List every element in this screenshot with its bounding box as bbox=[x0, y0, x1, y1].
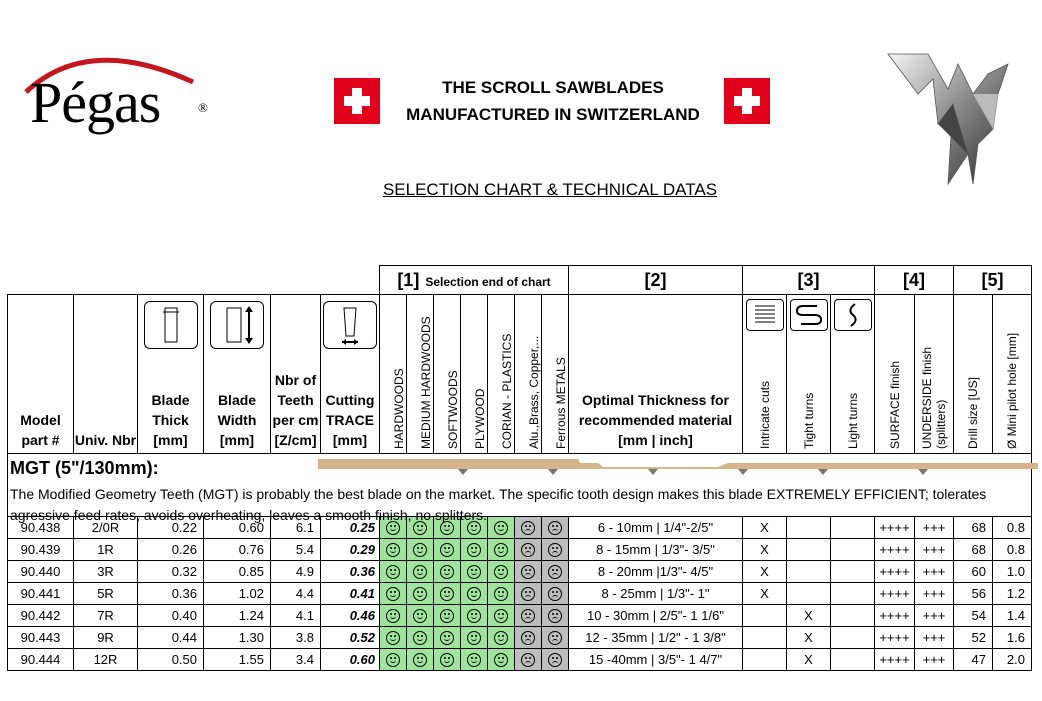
group-3-header: [3] bbox=[743, 266, 875, 295]
cell-model: 90.444 bbox=[8, 649, 74, 671]
col-mat-plywood bbox=[461, 295, 488, 454]
cell-model: 90.441 bbox=[8, 583, 74, 605]
cell-width: 0.76 bbox=[204, 539, 271, 561]
cell-material-rating bbox=[434, 605, 461, 627]
smiley-icon bbox=[440, 653, 454, 667]
cell-model: 90.440 bbox=[8, 561, 74, 583]
intricate-cuts-icon bbox=[746, 299, 784, 331]
cell-teeth: 4.9 bbox=[271, 561, 321, 583]
col-tight-label: Tight turns bbox=[801, 392, 816, 449]
column-header-row bbox=[8, 295, 1032, 454]
cell-tight: X bbox=[787, 605, 831, 627]
table-row bbox=[8, 605, 1032, 627]
frowny-icon bbox=[548, 653, 562, 667]
frowny-icon bbox=[548, 543, 562, 557]
cell-teeth: 5.4 bbox=[271, 539, 321, 561]
col-mat-corian bbox=[488, 295, 515, 454]
cell-pilot: 1.2 bbox=[993, 583, 1032, 605]
col-teeth-label: Nbr of Teeth per cm [Z/cm] bbox=[272, 372, 319, 448]
col-width bbox=[204, 295, 271, 454]
col-trace-label: Cutting TRACE [mm] bbox=[325, 392, 375, 448]
cell-teeth: 4.4 bbox=[271, 583, 321, 605]
group-4-header: [4] bbox=[875, 266, 954, 295]
frowny-icon bbox=[521, 565, 535, 579]
smiley-icon bbox=[413, 565, 427, 579]
smiley-icon bbox=[467, 631, 481, 645]
smiley-icon bbox=[440, 587, 454, 601]
cell-pilot: 0.8 bbox=[993, 517, 1032, 539]
cell-light bbox=[831, 605, 875, 627]
header-title-line2: MANUFACTURED IN SWITZERLAND bbox=[406, 105, 700, 124]
cell-tight bbox=[787, 539, 831, 561]
cell-material-rating bbox=[434, 561, 461, 583]
col-univ bbox=[74, 295, 138, 454]
section-title: MGT (5"/130mm): bbox=[10, 458, 159, 478]
cell-width: 1.02 bbox=[204, 583, 271, 605]
cell-drill: 68 bbox=[954, 539, 993, 561]
pegas-logo bbox=[18, 44, 218, 154]
smiley-icon bbox=[467, 609, 481, 623]
cell-optimal: 8 - 25mm | 1/3"- 1" bbox=[569, 583, 743, 605]
cell-model: 90.443 bbox=[8, 627, 74, 649]
group-1-note: Selection end of chart bbox=[425, 274, 551, 289]
smiley-icon bbox=[467, 521, 481, 535]
cell-model: 90.438 bbox=[8, 517, 74, 539]
col-optimal-label: Optimal Thickness for recommended material [mm | inch] bbox=[578, 392, 733, 448]
light-turns-icon bbox=[834, 299, 872, 331]
col-thick bbox=[138, 295, 204, 454]
cell-tight: X bbox=[787, 649, 831, 671]
cell-drill: 60 bbox=[954, 561, 993, 583]
col-tight bbox=[787, 295, 831, 454]
cell-drill: 68 bbox=[954, 517, 993, 539]
smiley-icon bbox=[494, 543, 508, 557]
smiley-icon bbox=[440, 609, 454, 623]
cell-drill: 47 bbox=[954, 649, 993, 671]
smiley-icon bbox=[494, 631, 508, 645]
logo-registered: ® bbox=[198, 100, 208, 115]
cell-material-rating bbox=[380, 627, 407, 649]
frowny-icon bbox=[548, 565, 562, 579]
table-row bbox=[8, 583, 1032, 605]
smiley-icon bbox=[386, 543, 400, 557]
cell-trace: 0.29 bbox=[321, 539, 380, 561]
cell-material-rating bbox=[542, 605, 569, 627]
cell-optimal: 12 - 35mm | 1/2" - 1 3/8" bbox=[569, 627, 743, 649]
cell-material-rating bbox=[542, 583, 569, 605]
cell-drill: 54 bbox=[954, 605, 993, 627]
smiley-icon bbox=[494, 587, 508, 601]
cell-optimal: 6 - 10mm | 1/4"-2/5" bbox=[569, 517, 743, 539]
cell-light bbox=[831, 627, 875, 649]
col-mat-plywood-label: PLYWOOD bbox=[473, 388, 487, 449]
cell-optimal: 8 - 15mm | 1/3"- 3/5" bbox=[569, 539, 743, 561]
cell-tight: X bbox=[787, 627, 831, 649]
smiley-icon bbox=[467, 543, 481, 557]
cell-drill: 52 bbox=[954, 627, 993, 649]
cell-material-rating bbox=[461, 583, 488, 605]
cell-light bbox=[831, 649, 875, 671]
frowny-icon bbox=[548, 587, 562, 601]
smiley-icon bbox=[386, 631, 400, 645]
cell-intricate: X bbox=[743, 561, 787, 583]
smiley-icon bbox=[386, 609, 400, 623]
smiley-icon bbox=[413, 543, 427, 557]
cell-univ: 5R bbox=[74, 583, 138, 605]
cell-drill: 56 bbox=[954, 583, 993, 605]
frowny-icon bbox=[521, 587, 535, 601]
cell-width: 0.60 bbox=[204, 517, 271, 539]
blade-illustration-icon bbox=[318, 457, 1038, 477]
col-mat-softwoods bbox=[434, 295, 461, 454]
cell-underside: +++ bbox=[915, 539, 954, 561]
pegasus-emblem-icon bbox=[878, 34, 1018, 194]
cell-material-rating bbox=[461, 605, 488, 627]
col-mat-hardwoods-label: HARDWOODS bbox=[392, 368, 406, 449]
smiley-icon bbox=[386, 653, 400, 667]
cell-teeth: 3.4 bbox=[271, 649, 321, 671]
cell-trace: 0.46 bbox=[321, 605, 380, 627]
smiley-icon bbox=[440, 543, 454, 557]
frowny-icon bbox=[548, 631, 562, 645]
cell-material-rating bbox=[542, 649, 569, 671]
section-row bbox=[8, 454, 1032, 517]
cell-thick: 0.32 bbox=[138, 561, 204, 583]
cell-surface: ++++ bbox=[875, 539, 915, 561]
cell-material-rating bbox=[434, 539, 461, 561]
col-underside bbox=[915, 295, 954, 454]
cell-material-rating bbox=[461, 627, 488, 649]
cell-material-rating bbox=[407, 539, 434, 561]
cell-light bbox=[831, 583, 875, 605]
group-5-header: [5] bbox=[954, 266, 1032, 295]
col-intricate bbox=[743, 295, 787, 454]
cell-material-rating bbox=[461, 649, 488, 671]
smiley-icon bbox=[386, 521, 400, 535]
cell-material-rating bbox=[542, 539, 569, 561]
cell-pilot: 0.8 bbox=[993, 539, 1032, 561]
col-underside-label: UNDERSIDE finish (splitters) bbox=[920, 346, 948, 449]
group-1-label: [1] bbox=[397, 269, 420, 290]
cell-teeth: 3.8 bbox=[271, 627, 321, 649]
cell-intricate: X bbox=[743, 583, 787, 605]
table-row bbox=[8, 561, 1032, 583]
smiley-icon bbox=[440, 631, 454, 645]
table-row bbox=[8, 627, 1032, 649]
smiley-icon bbox=[413, 521, 427, 535]
frowny-icon bbox=[521, 543, 535, 557]
cell-material-rating bbox=[461, 561, 488, 583]
cell-pilot: 1.4 bbox=[993, 605, 1032, 627]
cell-material-rating bbox=[434, 583, 461, 605]
frowny-icon bbox=[548, 521, 562, 535]
cell-material-rating bbox=[407, 605, 434, 627]
cell-material-rating bbox=[380, 649, 407, 671]
smiley-icon bbox=[386, 565, 400, 579]
cell-optimal: 15 -40mm | 3/5"- 1 4/7" bbox=[569, 649, 743, 671]
smiley-icon bbox=[413, 587, 427, 601]
cell-material-rating bbox=[542, 627, 569, 649]
col-mat-medium-hardwoods bbox=[407, 295, 434, 454]
cell-material-rating bbox=[515, 605, 542, 627]
cell-material-rating bbox=[380, 561, 407, 583]
section-cell bbox=[8, 454, 1032, 523]
col-light bbox=[831, 295, 875, 454]
smiley-icon bbox=[494, 609, 508, 623]
cell-underside: +++ bbox=[915, 561, 954, 583]
col-intricate-label: Intricate cuts bbox=[757, 380, 772, 449]
col-surface-label: SURFACE finish bbox=[887, 360, 902, 449]
col-pilot-label: Ø Mini pilot hole [mm] bbox=[1005, 332, 1019, 449]
group-2-header: [2] bbox=[569, 266, 743, 295]
cell-material-rating bbox=[380, 583, 407, 605]
blade-width-icon bbox=[210, 301, 264, 349]
cell-thick: 0.36 bbox=[138, 583, 204, 605]
cell-width: 1.24 bbox=[204, 605, 271, 627]
col-model bbox=[8, 295, 74, 454]
cell-optimal: 10 - 30mm | 2/5"- 1 1/6" bbox=[569, 605, 743, 627]
cell-material-rating bbox=[434, 627, 461, 649]
cell-material-rating bbox=[407, 627, 434, 649]
cell-surface: ++++ bbox=[875, 627, 915, 649]
smiley-icon bbox=[440, 521, 454, 535]
cell-surface: ++++ bbox=[875, 561, 915, 583]
cell-material-rating bbox=[488, 605, 515, 627]
cell-trace: 0.25 bbox=[321, 517, 380, 539]
cell-surface: ++++ bbox=[875, 649, 915, 671]
cell-material-rating bbox=[461, 539, 488, 561]
blade-thickness-icon bbox=[144, 301, 198, 349]
cell-surface: ++++ bbox=[875, 583, 915, 605]
frowny-icon bbox=[548, 609, 562, 623]
col-mat-softwoods-label: SOFTWOODS bbox=[446, 370, 460, 449]
tight-turns-icon bbox=[790, 299, 828, 331]
cell-intricate bbox=[743, 605, 787, 627]
frowny-icon bbox=[521, 609, 535, 623]
cell-underside: +++ bbox=[915, 583, 954, 605]
cell-material-rating bbox=[515, 561, 542, 583]
smiley-icon bbox=[494, 653, 508, 667]
cell-underside: +++ bbox=[915, 605, 954, 627]
col-univ-label: Univ. Nbr bbox=[74, 432, 137, 448]
cell-model: 90.439 bbox=[8, 539, 74, 561]
col-mat-ferrous-label: Ferrous METALS bbox=[554, 357, 568, 449]
cell-trace: 0.60 bbox=[321, 649, 380, 671]
smiley-icon bbox=[386, 587, 400, 601]
cell-tight bbox=[787, 583, 831, 605]
cell-intricate: X bbox=[743, 517, 787, 539]
cell-univ: 12R bbox=[74, 649, 138, 671]
table-row bbox=[8, 539, 1032, 561]
col-light-label: Light turns bbox=[845, 392, 860, 449]
table-body bbox=[8, 517, 1032, 671]
col-mat-ferrous bbox=[542, 295, 569, 454]
cell-surface: ++++ bbox=[875, 517, 915, 539]
cell-material-rating bbox=[488, 561, 515, 583]
cell-material-rating bbox=[407, 583, 434, 605]
cell-trace: 0.52 bbox=[321, 627, 380, 649]
cell-teeth: 6.1 bbox=[271, 517, 321, 539]
cell-intricate bbox=[743, 649, 787, 671]
cell-material-rating bbox=[515, 649, 542, 671]
cell-underside: +++ bbox=[915, 517, 954, 539]
smiley-icon bbox=[413, 609, 427, 623]
frowny-icon bbox=[521, 653, 535, 667]
cell-thick: 0.26 bbox=[138, 539, 204, 561]
cell-trace: 0.36 bbox=[321, 561, 380, 583]
cell-tight bbox=[787, 561, 831, 583]
cell-material-rating bbox=[488, 649, 515, 671]
col-mat-hardwoods bbox=[380, 295, 407, 454]
col-mat-nonferrous-label: Alu.,Brass, Copper,... bbox=[527, 335, 541, 449]
table-row bbox=[8, 649, 1032, 671]
cell-intricate: X bbox=[743, 539, 787, 561]
cell-material-rating bbox=[407, 649, 434, 671]
cell-material-rating bbox=[434, 649, 461, 671]
cell-width: 1.30 bbox=[204, 627, 271, 649]
cell-pilot: 1.0 bbox=[993, 561, 1032, 583]
cell-material-rating bbox=[380, 539, 407, 561]
cell-pilot: 2.0 bbox=[993, 649, 1032, 671]
cell-material-rating bbox=[380, 605, 407, 627]
col-surface bbox=[875, 295, 915, 454]
cell-material-rating bbox=[515, 583, 542, 605]
cell-material-rating bbox=[542, 561, 569, 583]
smiley-icon bbox=[494, 565, 508, 579]
cell-optimal: 8 - 20mm |1/3"- 4/5" bbox=[569, 561, 743, 583]
col-optimal bbox=[569, 295, 743, 454]
cell-light bbox=[831, 539, 875, 561]
smiley-icon bbox=[467, 587, 481, 601]
cell-univ: 3R bbox=[74, 561, 138, 583]
selection-chart-table bbox=[7, 265, 1032, 671]
cell-width: 1.55 bbox=[204, 649, 271, 671]
col-mat-medium-hardwoods-label: MEDIUM HARDWOODS bbox=[419, 316, 433, 449]
smiley-icon bbox=[440, 565, 454, 579]
cell-intricate bbox=[743, 627, 787, 649]
frowny-icon bbox=[521, 521, 535, 535]
cell-thick: 0.50 bbox=[138, 649, 204, 671]
col-width-label: Blade Width [mm] bbox=[217, 392, 257, 448]
logo-wordmark: Pégas bbox=[30, 70, 161, 135]
cell-material-rating bbox=[515, 539, 542, 561]
cell-thick: 0.44 bbox=[138, 627, 204, 649]
cell-univ: 1R bbox=[74, 539, 138, 561]
cell-material-rating bbox=[488, 539, 515, 561]
col-teeth bbox=[271, 295, 321, 454]
cell-model: 90.442 bbox=[8, 605, 74, 627]
col-drill bbox=[954, 295, 993, 454]
cell-underside: +++ bbox=[915, 627, 954, 649]
page-subtitle: SELECTION CHART & TECHNICAL DATAS bbox=[382, 180, 718, 199]
smiley-icon bbox=[494, 521, 508, 535]
cell-material-rating bbox=[488, 583, 515, 605]
col-drill-label: Drill size [US] bbox=[966, 376, 980, 449]
smiley-icon bbox=[413, 631, 427, 645]
col-mat-nonferrous bbox=[515, 295, 542, 454]
cell-width: 0.85 bbox=[204, 561, 271, 583]
cell-underside: +++ bbox=[915, 649, 954, 671]
cell-material-rating bbox=[488, 627, 515, 649]
cell-light bbox=[831, 561, 875, 583]
cutting-trace-icon bbox=[323, 301, 377, 349]
cell-univ: 2/0R bbox=[74, 517, 138, 539]
col-mat-corian-label: CORIAN - PLASTICS bbox=[500, 333, 514, 449]
smiley-icon bbox=[413, 653, 427, 667]
cell-trace: 0.41 bbox=[321, 583, 380, 605]
cell-material-rating bbox=[515, 627, 542, 649]
cell-thick: 0.40 bbox=[138, 605, 204, 627]
col-thick-label: Blade Thick [mm] bbox=[151, 392, 190, 448]
smiley-icon bbox=[467, 565, 481, 579]
cell-teeth: 4.1 bbox=[271, 605, 321, 627]
cell-material-rating bbox=[407, 561, 434, 583]
frowny-icon bbox=[521, 631, 535, 645]
cell-univ: 7R bbox=[74, 605, 138, 627]
col-model-label: Model part # bbox=[20, 412, 61, 448]
col-pilot bbox=[993, 295, 1032, 454]
group-1-header bbox=[380, 266, 569, 295]
cell-thick: 0.22 bbox=[138, 517, 204, 539]
cell-univ: 9R bbox=[74, 627, 138, 649]
section-description: The Modified Geometry Teeth (MGT) is probably the best blade on the market. The specific tooth design makes this blade EXTREMELY EFFICIENT; tolerates agressive feed rates, avoids overheating, leaves a smooth finish, no splitters. bbox=[10, 486, 987, 523]
smiley-icon bbox=[467, 653, 481, 667]
cell-surface: ++++ bbox=[875, 605, 915, 627]
col-trace bbox=[321, 295, 380, 454]
group-header-row bbox=[8, 266, 1032, 295]
cell-pilot: 1.6 bbox=[993, 627, 1032, 649]
header-title-line1: THE SCROLL SAWBLADES bbox=[442, 78, 664, 97]
